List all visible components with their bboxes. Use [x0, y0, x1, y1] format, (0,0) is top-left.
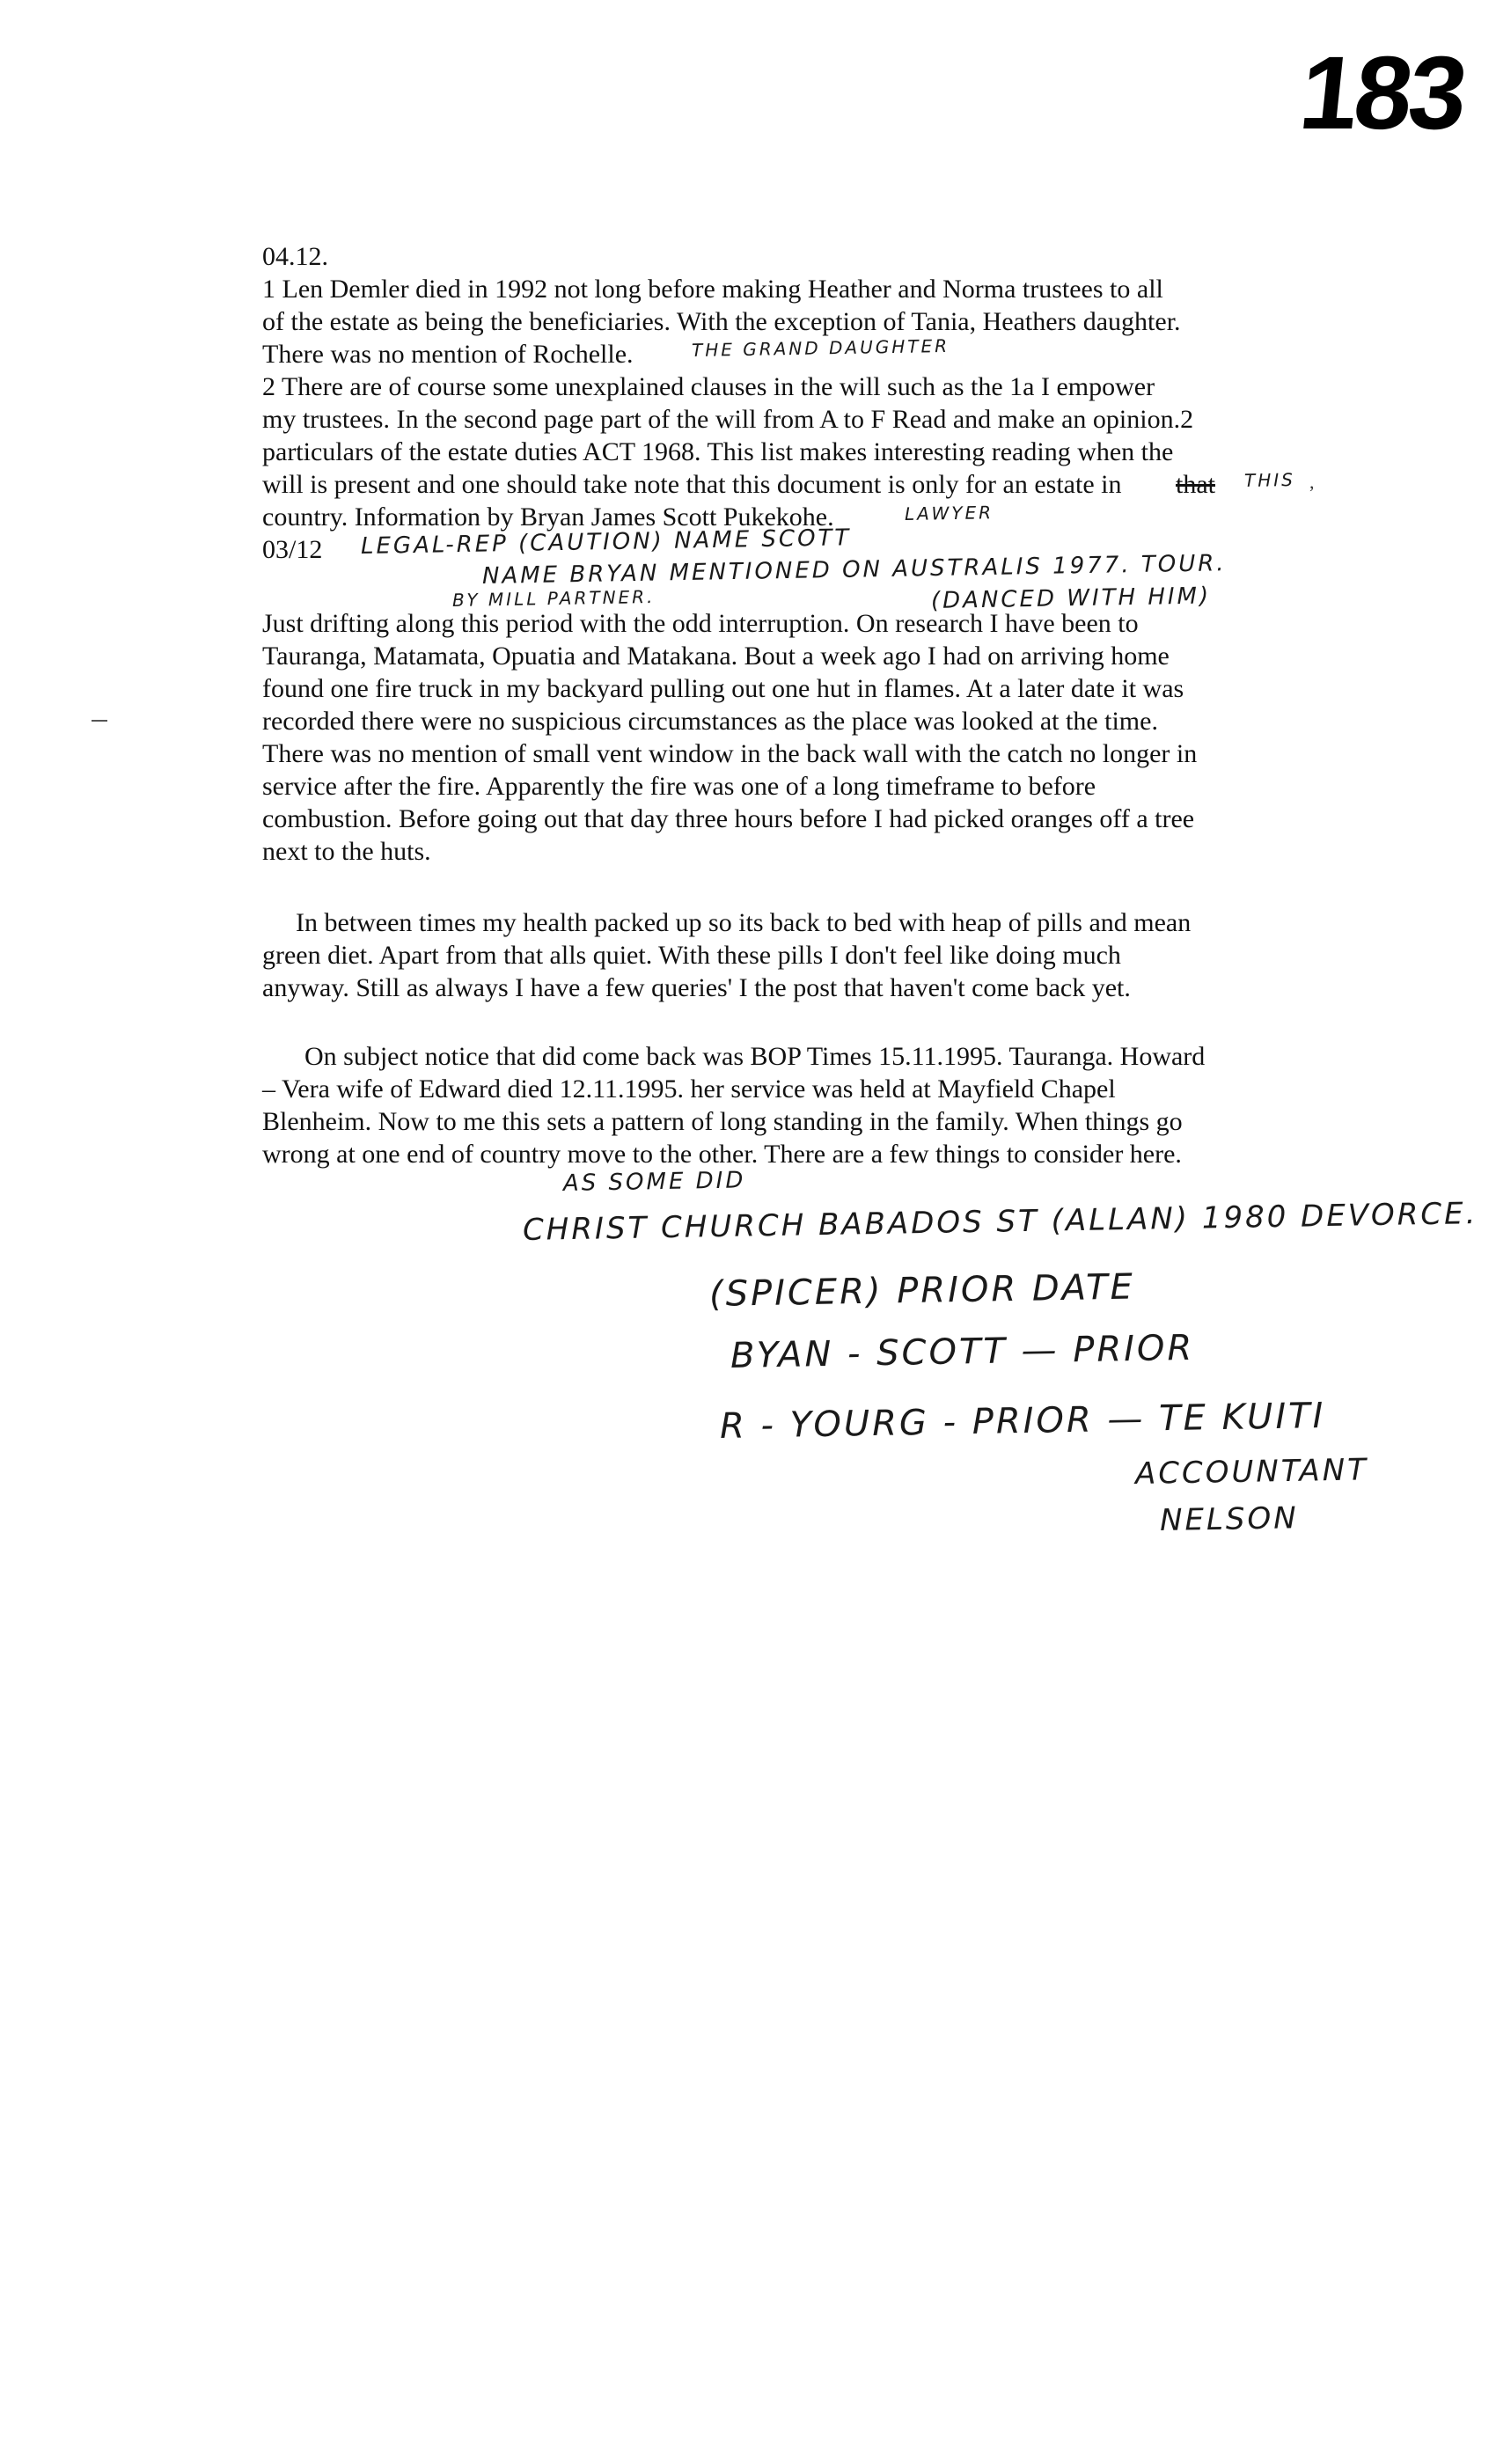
body-line: In between times my health packed up so its back to bed with heap of pills and mean [296, 908, 1192, 937]
body-line: of the estate as being the beneficiaries. With the exception of Tania, Heathers daughter. [262, 307, 1181, 336]
handwritten-bryan-scott: BYAN - SCOTT — PRIOR [730, 1327, 1195, 1376]
handwritten-christchurch: CHRIST CHURCH BABADOS ST (ALLAN) 1980 DEVORCE. [522, 1196, 1478, 1248]
margin-tick-mark [92, 720, 107, 722]
body-line: will is present and one should take note that this document is only for an estate in [262, 470, 1122, 499]
body-line: 2 There are of course some unexplained clauses in the will such as the 1a I empower [262, 372, 1155, 401]
body-line: combustion. Before going out that day three hours before I had picked oranges off a tree [262, 804, 1195, 833]
body-line: service after the fire. Apparently the fire was one of a long timeframe to before [262, 772, 1096, 801]
handwritten-r-young: R - YOURG - PRIOR — TE KUITI [719, 1395, 1326, 1447]
body-line: Blenheim. Now to me this sets a pattern of long standing in the family. When things go [262, 1107, 1183, 1136]
body-line: particulars of the estate duties ACT 1968. This list makes interesting reading when the [262, 437, 1174, 466]
handwritten-spicer: (SPICER) PRIOR DATE [708, 1266, 1136, 1315]
handwritten-grand-daughter: THE GRAND DAUGHTER [691, 334, 950, 361]
body-line: There was no mention of Rochelle. [262, 340, 634, 369]
body-line: 1 Len Demler died in 1992 not long before making Heather and Norma trustees to all [262, 275, 1163, 304]
handwritten-nelson: NELSON [1159, 1500, 1299, 1538]
handwritten-as-some-did: AS SOME DID [562, 1167, 746, 1197]
body-line: On subject notice that did come back was BOP Times 15.11.1995. Tauranga. Howard [304, 1042, 1206, 1071]
handwritten-accountant: ACCOUNTANT [1134, 1452, 1369, 1492]
body-line: There was no mention of small vent window in the back wall with the catch no longer in [262, 739, 1198, 768]
page-number: 183 [1294, 35, 1470, 151]
handwritten-legal-rep: LEGAL-REP (CAUTION) NAME SCOTT [360, 524, 852, 560]
handwritten-this: THIS [1243, 468, 1296, 491]
body-line: recorded there were no suspicious circumstances as the place was looked at the time. [262, 707, 1158, 736]
body-line: – Vera wife of Edward died 12.11.1995. her service was held at Mayfield Chapel [262, 1074, 1116, 1104]
body-line: wrong at one end of country move to the other. There are a few things to consider here. [262, 1140, 1182, 1169]
entry-date-0312: 03/12 [262, 535, 323, 564]
struck-word: that [1176, 470, 1215, 499]
body-line: country. Information by Bryan James Scott Pukekohe. [262, 502, 834, 532]
handwritten-name-bryan: NAME BRYAN MENTIONED ON AUSTRALIS 1977. TOUR. [481, 550, 1227, 590]
body-line: found one fire truck in my backyard pulling out one hut in flames. At a later date it was [262, 674, 1184, 703]
body-line: Just drifting along this period with the odd interruption. On research I have been to [262, 609, 1139, 638]
body-line: my trustees. In the second page part of the will from A to F Read and make an opinion.2 [262, 405, 1194, 434]
handwritten-mill-partner: BY MILL PARTNER. [451, 585, 656, 611]
body-line: green diet. Apart from that alls quiet. With these pills I don't feel like doing much [262, 941, 1121, 970]
handwritten-lawyer: LAWYER [904, 502, 994, 524]
entry-date-0412: 04.12. [262, 242, 328, 271]
body-line: anyway. Still as always I have a few queries' I the post that haven't come back yet. [262, 973, 1131, 1002]
body-line: Tauranga, Matamata, Opuatia and Matakana. Bout a week ago I had on arriving home [262, 642, 1170, 671]
handwritten-danced: (DANCED WITH HIM) [930, 583, 1212, 614]
body-line: next to the huts. [262, 837, 431, 866]
stray-comma-mark: , [1309, 471, 1315, 493]
